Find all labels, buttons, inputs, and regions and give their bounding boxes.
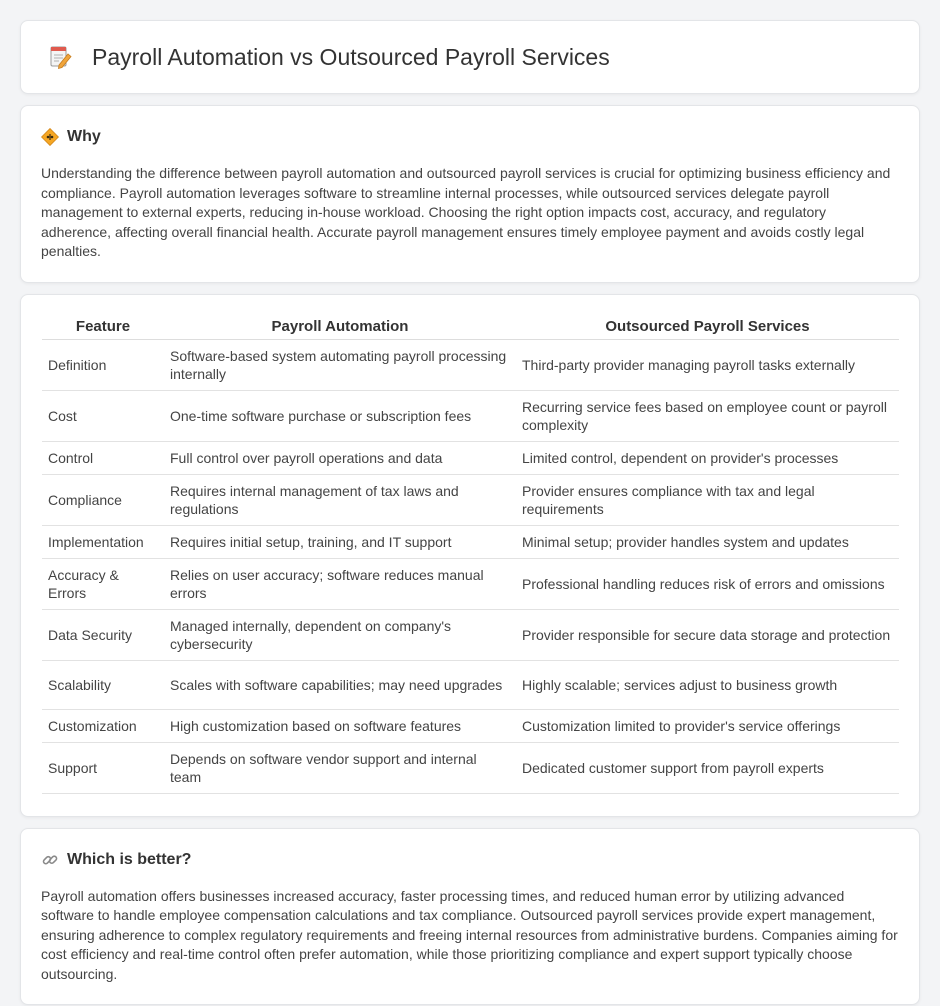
feature-cell: Compliance bbox=[42, 474, 164, 525]
outsourced-cell: Highly scalable; services adjust to business growth bbox=[516, 660, 899, 709]
table-row bbox=[42, 609, 899, 660]
feature-cell: Definition bbox=[42, 339, 164, 390]
automation-cell: One-time software purchase or subscription fees bbox=[164, 390, 516, 441]
feature-cell: Accuracy & Errors bbox=[42, 558, 164, 609]
comparison-table bbox=[42, 315, 899, 794]
outsourced-cell: Dedicated customer support from payroll experts bbox=[516, 742, 899, 793]
automation-cell: Relies on user accuracy; software reduces manual errors bbox=[164, 558, 516, 609]
which-better-section bbox=[20, 828, 920, 1006]
outsourced-cell: Provider ensures compliance with tax and legal requirements bbox=[516, 474, 899, 525]
link-icon bbox=[41, 851, 59, 869]
automation-cell: Managed internally, dependent on company's cybersecurity bbox=[164, 609, 516, 660]
table-row bbox=[42, 390, 899, 441]
outsourced-cell: Limited control, dependent on provider's processes bbox=[516, 441, 899, 474]
automation-cell: Full control over payroll operations and data bbox=[164, 441, 516, 474]
table-row bbox=[42, 339, 899, 390]
feature-cell: Support bbox=[42, 742, 164, 793]
outsourced-cell: Customization limited to provider's service offerings bbox=[516, 709, 899, 742]
automation-cell: Scales with software capabilities; may need upgrades bbox=[164, 660, 516, 709]
feature-cell: Implementation bbox=[42, 525, 164, 558]
automation-cell: Depends on software vendor support and internal team bbox=[164, 742, 516, 793]
table-row bbox=[42, 525, 899, 558]
table-header-row bbox=[42, 315, 899, 340]
page-title: Payroll Automation vs Outsourced Payroll Services bbox=[92, 43, 610, 70]
page-header bbox=[20, 20, 920, 94]
which-better-heading: Which is better? bbox=[67, 850, 192, 868]
why-section bbox=[20, 105, 920, 283]
table-row bbox=[42, 742, 899, 793]
outsourced-cell: Provider responsible for secure data storage and protection bbox=[516, 609, 899, 660]
outsourced-cell: Minimal setup; provider handles system and updates bbox=[516, 525, 899, 558]
document-pencil-icon bbox=[46, 43, 74, 71]
outsourced-cell: Third-party provider managing payroll tasks externally bbox=[516, 339, 899, 390]
feature-cell: Customization bbox=[42, 709, 164, 742]
which-better-text: Payroll automation offers businesses increased accuracy, faster processing times, and reduced human error by utilizing advanced software to handle employee compensation calculations and tax compliance. Outsourced payroll services provide expert management, ensuring adherence to complex regulatory requirements and freeing internal resources from administrative burdens. Companies aiming for cost efficiency and real-time control often prefer automation, while those prioritizing compliance and expert support typically choose outsourcing. bbox=[41, 887, 898, 982]
automation-cell: Requires internal management of tax laws and regulations bbox=[164, 474, 516, 525]
outsourced-cell: Professional handling reduces risk of errors and omissions bbox=[516, 558, 899, 609]
comparison-table-card bbox=[20, 294, 920, 817]
outsourced-cell: Recurring service fees based on employee count or payroll complexity bbox=[516, 390, 899, 441]
column-header: Feature bbox=[42, 315, 164, 340]
automation-cell: Software-based system automating payroll processing internally bbox=[164, 339, 516, 390]
why-heading: Why bbox=[67, 128, 101, 145]
feature-cell: Control bbox=[42, 441, 164, 474]
column-header: Outsourced Payroll Services bbox=[516, 315, 899, 340]
automation-cell: High customization based on software features bbox=[164, 709, 516, 742]
table-row bbox=[42, 474, 899, 525]
table-row bbox=[42, 558, 899, 609]
table-row bbox=[42, 441, 899, 474]
feature-cell: Cost bbox=[42, 390, 164, 441]
diamond-signal-icon bbox=[41, 128, 59, 146]
feature-cell: Data Security bbox=[42, 609, 164, 660]
table-row bbox=[42, 660, 899, 709]
automation-cell: Requires initial setup, training, and IT support bbox=[164, 525, 516, 558]
table-row bbox=[42, 709, 899, 742]
column-header: Payroll Automation bbox=[164, 315, 516, 340]
feature-cell: Scalability bbox=[42, 660, 164, 709]
why-text: Understanding the difference between payroll automation and outsourced payroll services is crucial for optimizing business efficiency and compliance. Payroll automation leverages software to streamline internal processes, while outsourced services delegate payroll management to external experts, reducing in-house workload. Choosing the right option impacts cost, accuracy, and regulatory adherence, affecting overall financial health. Accurate payroll management ensures timely employee payment and avoids costly legal penalties. bbox=[41, 165, 891, 259]
